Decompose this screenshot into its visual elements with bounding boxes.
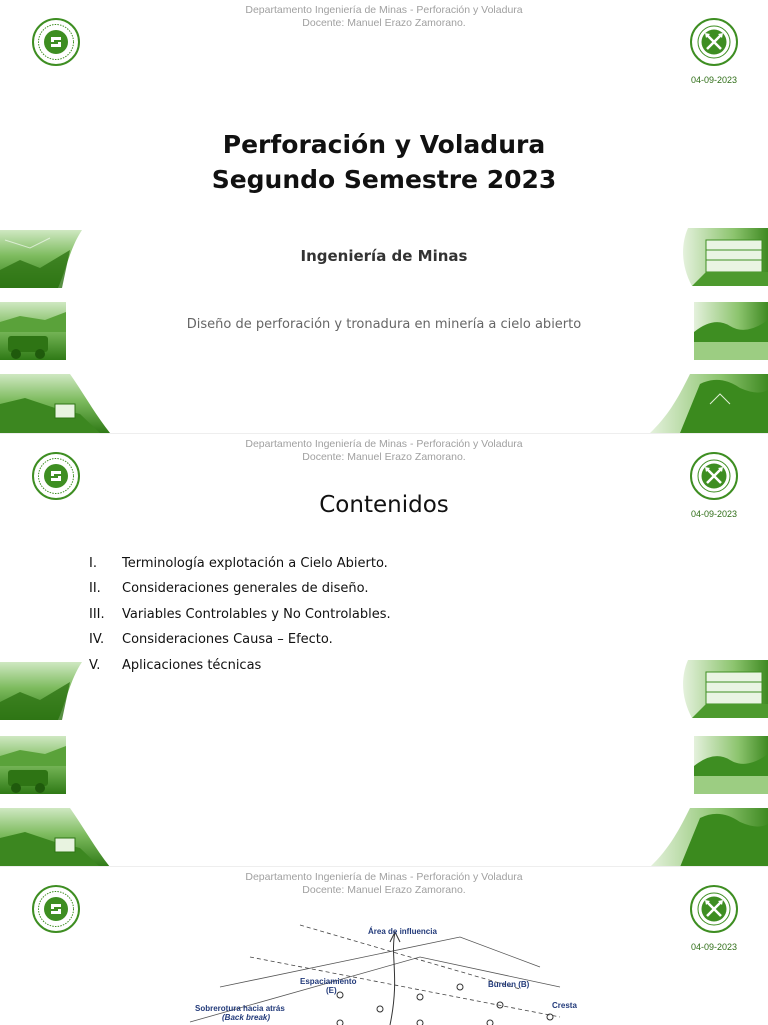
presentation-description: Diseño de perforación y tronadura en minería a cielo abierto	[186, 317, 582, 332]
item-number: III.	[89, 606, 105, 622]
title-line-1: Perforación y Voladura	[222, 130, 546, 159]
campus-photo-right-1	[676, 660, 768, 718]
label-back-break: (Back break)	[222, 1013, 271, 1022]
mining-school-seal-icon	[690, 885, 738, 933]
label-area-influencia: Área de influencia	[368, 927, 437, 936]
mine-photo-left-2	[0, 736, 66, 794]
campus-photo-right-2	[694, 736, 768, 794]
university-seal-icon	[32, 885, 80, 933]
slide-date: 04-09-2023	[690, 509, 738, 519]
item-number: V.	[89, 657, 101, 673]
header-teacher: Docente: Manuel Erazo Zamorano.	[302, 884, 466, 896]
label-e: (E)	[326, 986, 337, 995]
mining-school-seal-icon	[690, 18, 738, 66]
list-item	[89, 632, 391, 657]
item-text: Consideraciones generales de diseño.	[122, 581, 369, 597]
header-teacher: Docente: Manuel Erazo Zamorano.	[302, 451, 466, 463]
item-text: Consideraciones Causa – Efecto.	[122, 632, 333, 648]
label-sobrerotura: Sobrerotura hacia atrás	[195, 1004, 285, 1013]
contents-title: Contenidos	[319, 492, 449, 518]
presentation-title	[0, 127, 768, 197]
slide-date: 04-09-2023	[690, 942, 738, 952]
mine-photo-left-2	[0, 302, 66, 360]
item-text: Variables Controlables y No Controlables.	[122, 606, 391, 622]
university-seal-icon	[32, 18, 80, 66]
label-burden: Burden (B)	[488, 980, 530, 989]
campus-photo-right-1	[676, 228, 768, 286]
mine-photo-left-3	[0, 374, 110, 433]
campus-photo-right-2	[694, 302, 768, 360]
slide-header	[0, 871, 768, 897]
title-line-2: Segundo Semestre 2023	[211, 165, 557, 194]
campus-photo-right-3	[650, 808, 768, 867]
slide-date: 04-09-2023	[690, 75, 738, 85]
header-teacher: Docente: Manuel Erazo Zamorano.	[302, 17, 466, 29]
blast-pattern-diagram	[160, 917, 620, 1025]
contents-list	[89, 556, 391, 683]
mine-photo-left-3	[0, 808, 110, 867]
list-item	[89, 607, 391, 632]
slide-header	[0, 438, 768, 464]
label-espaciamiento: Espaciamiento	[300, 977, 357, 986]
mine-photo-left-1	[0, 230, 82, 288]
list-item	[89, 581, 391, 606]
slide-title	[0, 0, 768, 433]
item-number: II.	[89, 581, 101, 597]
header-department: Departamento Ingeniería de Minas - Perforación y Voladura	[245, 438, 523, 450]
list-item	[89, 556, 391, 581]
list-item	[89, 658, 391, 683]
header-department: Departamento Ingeniería de Minas - Perforación y Voladura	[245, 871, 523, 883]
item-number: I.	[89, 556, 97, 571]
slide-header	[0, 4, 768, 30]
slide-terminology	[0, 866, 768, 1025]
presentation-subtitle: Ingeniería de Minas	[300, 247, 468, 265]
mine-photo-left-1	[0, 662, 82, 720]
header-department: Departamento Ingeniería de Minas - Perforación y Voladura	[245, 4, 523, 16]
slide-contents	[0, 433, 768, 867]
item-text: Terminología explotación a Cielo Abierto.	[122, 556, 388, 571]
campus-photo-right-3	[650, 374, 768, 433]
label-cresta: Cresta	[552, 1001, 577, 1010]
item-text: Aplicaciones técnicas	[122, 657, 262, 673]
item-number: IV.	[89, 632, 105, 648]
